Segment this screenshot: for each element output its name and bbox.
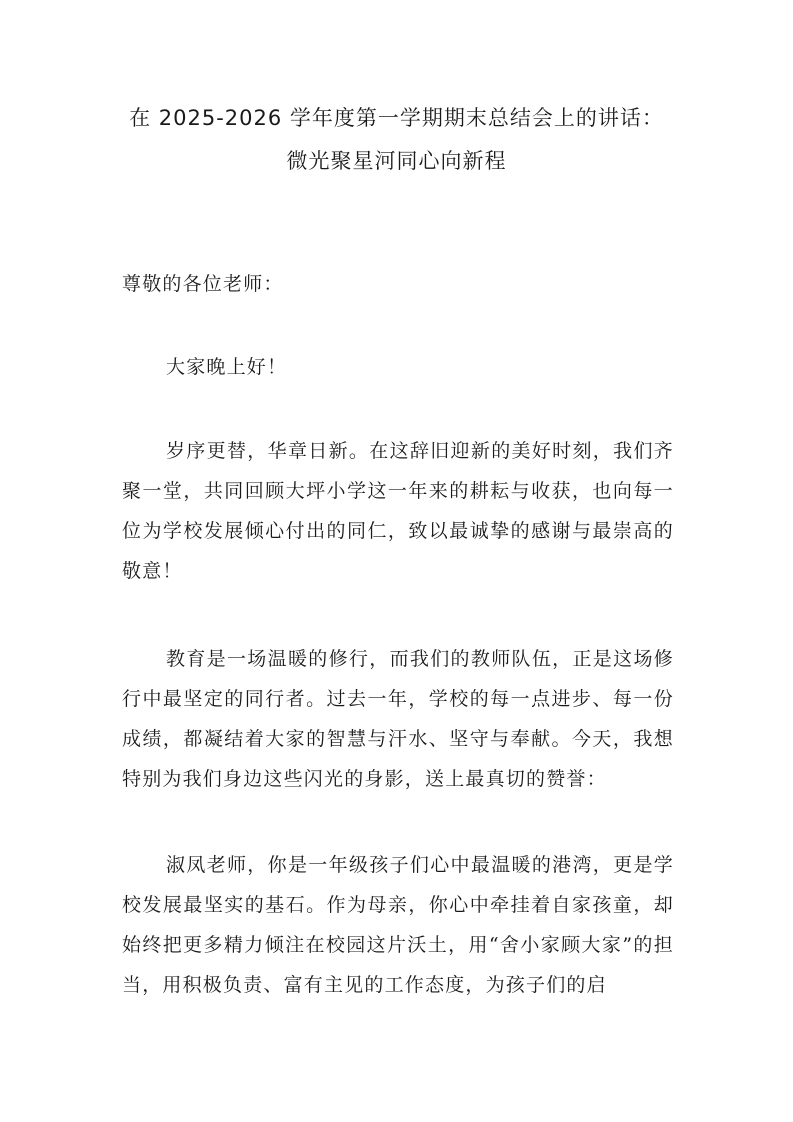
body-paragraph: 岁序更替，华章日新。在这辞旧迎新的美好时刻，我们齐聚一堂，共同回顾大坪小学这一年来的耕耘与收获，也向每一位为学校发展倾心付出的同仁，致以最诚挚的感谢与最崇高的敬意！ (122, 440, 674, 582)
body-paragraph: 淑凤老师，你是一年级孩子们心中最温暖的港湾，更是学校发展最坚实的基石。作为母亲，你心中牵挂着自家孩童，却始终把更多精力倾注在校园这片沃土，用“舍小家顾大家”的担当，用积极负责、富有主见的工作态度，为孩子们的启 (122, 854, 674, 996)
salutation: 尊敬的各位老师： (122, 273, 284, 295)
document-title-line-2: 微光聚星河同心向新程 (286, 149, 507, 173)
document-title-line-1: 在 2025-2026 学年度第一学期期末总结会上的讲话： (129, 106, 664, 130)
body-paragraph: 教育是一场温暖的修行，而我们的教师队伍，正是这场修行中最坚定的同行者。过去一年，学校的每一点进步、每一份成绩，都凝结着大家的智慧与汗水、坚守与奉献。今天，我想特别为我们身边这些闪光的身影，送上最真切的赞誉： (122, 648, 674, 790)
greeting: 大家晚上好！ (166, 356, 288, 378)
